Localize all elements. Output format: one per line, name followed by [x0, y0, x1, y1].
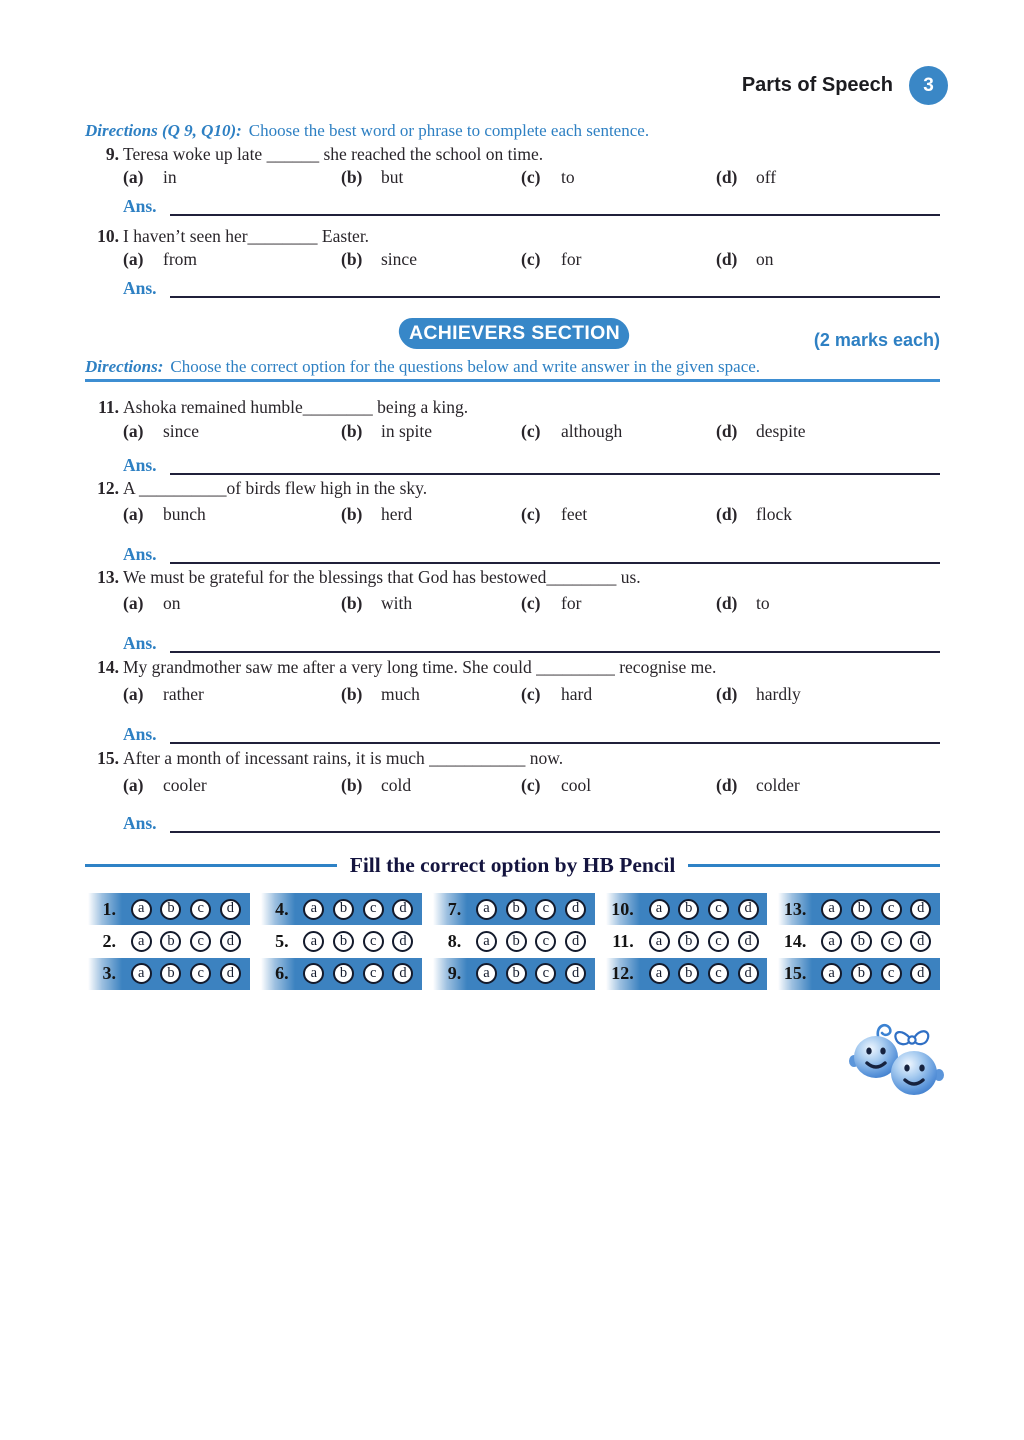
option-a: (a) in	[123, 167, 177, 187]
option-d: (d) despite	[716, 421, 806, 441]
pencil-heading-row	[85, 853, 940, 878]
omr-bubble-c[interactable]: c	[535, 899, 556, 920]
omr-bubble-d[interactable]: d	[392, 963, 413, 984]
directions-achievers	[85, 357, 943, 377]
option-b: (b) in spite	[341, 421, 433, 441]
heading-left-line	[85, 864, 337, 867]
omr-group-13-15	[778, 893, 940, 990]
omr-row-11	[606, 925, 768, 957]
question-text: My grandmother saw me after a very long time. She could _________ recognise me.	[123, 657, 717, 677]
omr-bubble-a[interactable]: a	[649, 899, 670, 920]
omr-bubble-d[interactable]: d	[220, 963, 241, 984]
omr-bubble-b[interactable]: b	[678, 899, 699, 920]
omr-row-3	[88, 958, 250, 990]
option-b: (b) with	[341, 593, 413, 613]
omr-row-4	[261, 893, 423, 925]
omr-bubble-c[interactable]: c	[535, 931, 556, 952]
omr-bubble-a[interactable]: a	[821, 963, 842, 984]
omr-bubble-a[interactable]: a	[131, 899, 152, 920]
baby-face-right-icon	[891, 1051, 937, 1095]
omr-question-number: 14.	[783, 931, 807, 952]
omr-question-number: 5.	[275, 931, 289, 952]
option-c: (c) cool	[521, 775, 592, 795]
option-d: (d) off	[716, 167, 777, 187]
answer-row	[123, 276, 940, 298]
question-number: 13.	[97, 567, 119, 587]
omr-question-number: 2.	[102, 931, 116, 952]
omr-bubble-a[interactable]: a	[821, 899, 842, 920]
answer-label: Ans.	[123, 455, 157, 475]
question-9	[0, 144, 1024, 224]
answer-row	[123, 542, 940, 564]
heading-right-line	[688, 864, 940, 867]
omr-bubble-a[interactable]: a	[303, 931, 324, 952]
question-14	[0, 657, 1024, 744]
option-d: (d) on	[716, 249, 774, 269]
omr-bubble-d[interactable]: d	[738, 899, 759, 920]
omr-bubble-b[interactable]: b	[160, 963, 181, 984]
omr-bubble-b[interactable]: b	[678, 931, 699, 952]
question-13	[0, 567, 1024, 653]
omr-row-9	[433, 958, 595, 990]
omr-bubble-a[interactable]: a	[649, 963, 670, 984]
omr-bubble-c[interactable]: c	[363, 963, 384, 984]
omr-question-number: 8.	[447, 931, 462, 952]
question-text: After a month of incessant rains, it is much ___________ now.	[123, 748, 564, 768]
answer-line[interactable]	[170, 633, 940, 653]
answer-row	[123, 453, 940, 475]
page-title: Parts of Speech	[741, 74, 893, 96]
omr-bubble-c[interactable]: c	[190, 899, 211, 920]
question-number: 9.	[105, 144, 119, 164]
answer-label: Ans.	[123, 278, 157, 298]
omr-bubble-a[interactable]: a	[131, 931, 152, 952]
omr-bubble-c[interactable]: c	[190, 963, 211, 984]
directions-lead: Directions (Q 9, Q10):	[85, 121, 242, 140]
question-12	[0, 478, 1024, 564]
answer-row	[123, 194, 940, 216]
answer-line[interactable]	[170, 544, 940, 564]
omr-row-1	[88, 893, 250, 925]
omr-question-number: 12.	[611, 963, 634, 984]
omr-bubble-b[interactable]: b	[333, 899, 354, 920]
option-c: (c) for	[521, 593, 582, 613]
option-b: (b) since	[341, 249, 417, 269]
question-number: 12.	[97, 478, 119, 498]
option-c: (c) hard	[521, 684, 593, 704]
option-a: (a) rather	[123, 684, 204, 704]
option-a: (a) bunch	[123, 504, 206, 524]
question-number: 15.	[97, 748, 119, 768]
option-b: (b) herd	[341, 504, 413, 524]
option-a: (a) since	[123, 421, 199, 441]
omr-bubble-a[interactable]: a	[649, 931, 670, 952]
omr-row-14	[778, 925, 940, 957]
directions-lead: Directions:	[85, 357, 164, 376]
omr-bubble-b[interactable]: b	[160, 899, 181, 920]
omr-bubble-b[interactable]: b	[506, 931, 527, 952]
omr-bubble-d[interactable]: d	[738, 963, 759, 984]
answer-line[interactable]	[170, 278, 940, 298]
question-11	[0, 397, 1024, 477]
omr-bubble-c[interactable]: c	[363, 931, 384, 952]
omr-group-10-12	[606, 893, 768, 990]
answer-line[interactable]	[170, 455, 940, 475]
omr-group-4-6	[261, 893, 423, 990]
question-10	[0, 226, 1024, 306]
option-a: (a) cooler	[123, 775, 207, 795]
omr-row-7	[433, 893, 595, 925]
omr-bubble-c[interactable]: c	[190, 931, 211, 952]
hair-curl-icon	[878, 1025, 891, 1036]
omr-row-5	[261, 925, 423, 957]
omr-bubble-d[interactable]: d	[738, 931, 759, 952]
omr-bubble-d[interactable]: d	[565, 931, 586, 952]
option-d: (d) colder	[716, 775, 800, 795]
question-text: I haven’t seen her________ Easter.	[123, 226, 370, 246]
option-d: (d) flock	[716, 504, 792, 524]
omr-bubble-a[interactable]: a	[821, 931, 842, 952]
question-text: Teresa woke up late ______ she reached the school on time.	[123, 144, 544, 164]
omr-bubble-b[interactable]: b	[851, 931, 872, 952]
option-d: (d) to	[716, 593, 770, 613]
question-text: Ashoka remained humble________ being a king.	[123, 397, 469, 417]
omr-bubble-d[interactable]: d	[910, 899, 931, 920]
omr-bubble-b[interactable]: b	[851, 899, 872, 920]
omr-bubble-a[interactable]: a	[303, 963, 324, 984]
omr-question-number: 11.	[612, 931, 634, 952]
option-a: (a) from	[123, 249, 198, 269]
option-c: (c) feet	[521, 504, 588, 524]
omr-question-number: 13.	[783, 898, 807, 919]
omr-question-number: 4.	[275, 898, 289, 919]
omr-bubble-b[interactable]: b	[851, 963, 872, 984]
omr-bubble-d[interactable]: d	[565, 963, 586, 984]
omr-bubble-d[interactable]: d	[220, 899, 241, 920]
omr-row-15	[778, 958, 940, 990]
question-number: 10.	[97, 226, 119, 246]
pencil-heading: Fill the correct option by HB Pencil	[349, 853, 676, 877]
answer-label: Ans.	[123, 633, 157, 653]
omr-bubble-d[interactable]: d	[910, 931, 931, 952]
answer-row	[123, 631, 940, 653]
omr-bubble-a[interactable]: a	[476, 963, 497, 984]
omr-question-number: 1.	[102, 898, 116, 919]
omr-row-10	[606, 893, 768, 925]
omr-row-12	[606, 958, 768, 990]
omr-bubble-c[interactable]: c	[708, 931, 729, 952]
omr-bubble-a[interactable]: a	[476, 899, 497, 920]
question-15	[0, 748, 1024, 833]
omr-answer-grid	[88, 893, 940, 990]
omr-bubble-c[interactable]: c	[535, 963, 556, 984]
omr-row-13	[778, 893, 940, 925]
omr-question-number: 15.	[783, 963, 807, 984]
answer-line[interactable]	[170, 196, 940, 216]
directions-q9-q10	[85, 121, 943, 141]
omr-bubble-c[interactable]: c	[708, 899, 729, 920]
omr-bubble-c[interactable]: c	[708, 963, 729, 984]
omr-bubble-d[interactable]: d	[220, 931, 241, 952]
chapter-number-badge: 3	[909, 66, 948, 105]
omr-question-number: 9.	[447, 963, 462, 984]
answer-row	[123, 722, 940, 744]
omr-bubble-d[interactable]: d	[565, 899, 586, 920]
omr-group-7-9	[433, 893, 595, 990]
option-c: (c) to	[521, 167, 575, 187]
omr-row-2	[88, 925, 250, 957]
section-divider-rule	[85, 379, 940, 382]
option-b: (b) cold	[341, 775, 412, 795]
option-b: (b) much	[341, 684, 420, 704]
achievers-section-label: ACHIEVERS SECTION	[408, 322, 620, 344]
omr-bubble-c[interactable]: c	[881, 899, 902, 920]
question-number: 14.	[97, 657, 119, 677]
omr-bubble-b[interactable]: b	[333, 963, 354, 984]
omr-bubble-c[interactable]: c	[881, 931, 902, 952]
omr-bubble-b[interactable]: b	[506, 899, 527, 920]
answer-row	[123, 811, 940, 833]
option-c: (c) although	[521, 421, 623, 441]
omr-question-number: 10.	[611, 898, 634, 919]
omr-row-8	[433, 925, 595, 957]
achievers-section-banner	[397, 318, 631, 349]
omr-row-6	[261, 958, 423, 990]
answer-label: Ans.	[123, 724, 157, 744]
omr-question-number: 6.	[275, 963, 289, 984]
answer-line[interactable]	[170, 813, 940, 833]
bow-knot	[908, 1036, 915, 1043]
omr-bubble-c[interactable]: c	[881, 963, 902, 984]
mascot-babies-illustration	[846, 1020, 952, 1098]
omr-bubble-d[interactable]: d	[392, 931, 413, 952]
omr-bubble-a[interactable]: a	[131, 963, 152, 984]
question-text: A __________of birds flew high in the sky.	[123, 478, 428, 498]
answer-label: Ans.	[123, 196, 157, 216]
omr-question-number: 3.	[102, 963, 116, 984]
omr-group-1-3	[88, 893, 250, 990]
question-number: 11.	[98, 397, 119, 417]
directions-text: Choose the correct option for the questions below and write answer in the given space.	[170, 357, 761, 376]
page-header	[742, 66, 948, 105]
omr-bubble-d[interactable]: d	[910, 963, 931, 984]
marks-each-label: (2 marks each)	[813, 330, 940, 350]
directions-text: Choose the best word or phrase to complete each sentence.	[248, 121, 650, 140]
omr-bubble-b[interactable]: b	[506, 963, 527, 984]
question-text: We must be grateful for the blessings that God has bestowed________ us.	[123, 567, 641, 587]
option-a: (a) on	[123, 593, 181, 613]
omr-question-number: 7.	[447, 898, 462, 919]
omr-bubble-b[interactable]: b	[160, 931, 181, 952]
option-d: (d) hardly	[716, 684, 801, 704]
omr-bubble-c[interactable]: c	[363, 899, 384, 920]
answer-label: Ans.	[123, 544, 157, 564]
option-b: (b) but	[341, 167, 404, 187]
answer-label: Ans.	[123, 813, 157, 833]
omr-bubble-b[interactable]: b	[333, 931, 354, 952]
omr-bubble-b[interactable]: b	[678, 963, 699, 984]
option-c: (c) for	[521, 249, 582, 269]
omr-bubble-a[interactable]: a	[303, 899, 324, 920]
omr-bubble-a[interactable]: a	[476, 931, 497, 952]
answer-line[interactable]	[170, 724, 940, 744]
omr-bubble-d[interactable]: d	[392, 899, 413, 920]
